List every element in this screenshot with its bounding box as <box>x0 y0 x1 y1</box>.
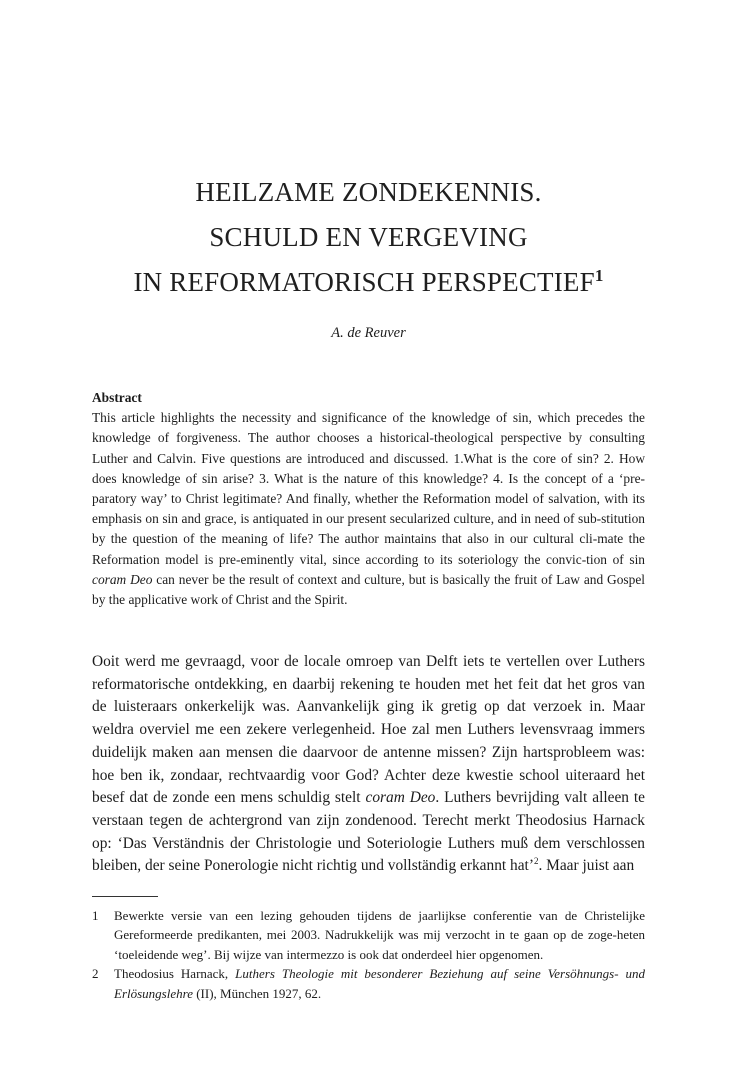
footnotes <box>92 906 645 1003</box>
abstract-heading: Abstract <box>92 390 142 405</box>
title-line-3-text: IN REFORMATORISCH PERSPECTIEF <box>133 267 595 297</box>
body-paragraph <box>92 651 645 878</box>
body-text-2: . Luthers bevrijding valt alleen te verstaan tegen de achtergrond van zijn zondenood. Terecht merkt Theodosius Harnack op: ‘Das Verständnis der Christologie und Soteriologie Luthers muß dem verschlossen bleiben, der seine Ponerologie nicht richtig und vollständig erkannt hat’ <box>92 789 645 875</box>
footnote-text: Bewerkte versie van een lezing gehouden tijdens de jaarlijkse conferentie van de Christelijke Gereformeerde predikanten, mei 2003. Nadrukkelijk was mij verzocht in te gaan op de zoge-heten ‘toeleidende weg’. Bij wijze van intermezzo is ook dat onderdeel hier opgenomen. <box>114 908 645 962</box>
footnote-2 <box>92 964 645 1003</box>
title-line-2: SCHULD EN VERGEVING <box>209 222 528 252</box>
body-footnote-ref[interactable]: 2 <box>533 856 539 867</box>
footnote-book-title: Luthers Theologie mit besonderer Beziehung auf seine Versöhnungs- und Erlösungslehre <box>114 966 645 1001</box>
abstract-body <box>92 408 645 610</box>
abstract-text-2: can never be the result of context and culture, but is basically the fruit of Law and Gospel by the applicative work of Christ and the Spirit. <box>92 571 645 608</box>
body-italic-term: coram Deo <box>365 789 436 807</box>
footnote-citation: (II), München 1927, 62. <box>196 985 322 1001</box>
footnote-number: 1 <box>92 908 99 923</box>
abstract-italic-term: coram Deo <box>92 571 153 587</box>
footnote-number: 2 <box>92 966 99 982</box>
footnote-text <box>114 964 645 1003</box>
footnote-author: Theodosius Harnack, <box>114 966 229 982</box>
body-text-3: . Maar juist aan <box>538 857 635 875</box>
author-name: A. de Reuver <box>331 325 406 341</box>
abstract-text-1: This article highlights the necessity and significance of the knowledge of sin, which precedes the knowledge of forgiveness. The author chooses a historical-theological perspective by consulting Luther and Calvin. Five questions are introduced and discussed. 1.What is the core of sin? 2. How does knowledge of sin arise? 3. What is the nature of this knowledge? 4. Is the concept of a ‘pre-paratory way’ to Christ legitimate? And finally, whether the Reformation model of salvation, with its emphasis on sin and grace, is antiquated in our present secularized culture, and in need of sub-stitution by the question of the meaning of life? The author maintains that also in our cultural cli-mate the Reformation model is pre-eminently vital, since according to its soteriology the convic-tion of sin <box>92 410 645 567</box>
body-text-1: Ooit werd me gevraagd, voor de locale omroep van Delft iets te vertellen over Luthers reformatorische ontdekking, en daarbij rekening te houden met het feit dat het gros van de luisteraars onkerkelijk was. Aanvankelijk ging ik gretig op dat verzoek in. Maar weldra overviel me een zekere verlegenheid. Hoe zal men Luthers levensvraag immers duidelijk maken aan mensen die daarvoor de antenne missen? Zijn hartsprobleem was: hoe ben ik, zondaar, rechtvaardig voor God? Achter deze kwestie school uiteraard het besef dat de zonde een mens schuldig stelt <box>92 653 645 807</box>
title-line-1: HEILZAME ZONDEKENNIS. <box>195 177 542 207</box>
article-title <box>92 170 645 305</box>
title-line-3 <box>92 260 645 305</box>
footnote-divider <box>92 896 158 897</box>
footnote-1 <box>92 906 645 964</box>
abstract-section <box>92 388 645 610</box>
title-footnote-marker[interactable]: 1 <box>594 266 604 285</box>
